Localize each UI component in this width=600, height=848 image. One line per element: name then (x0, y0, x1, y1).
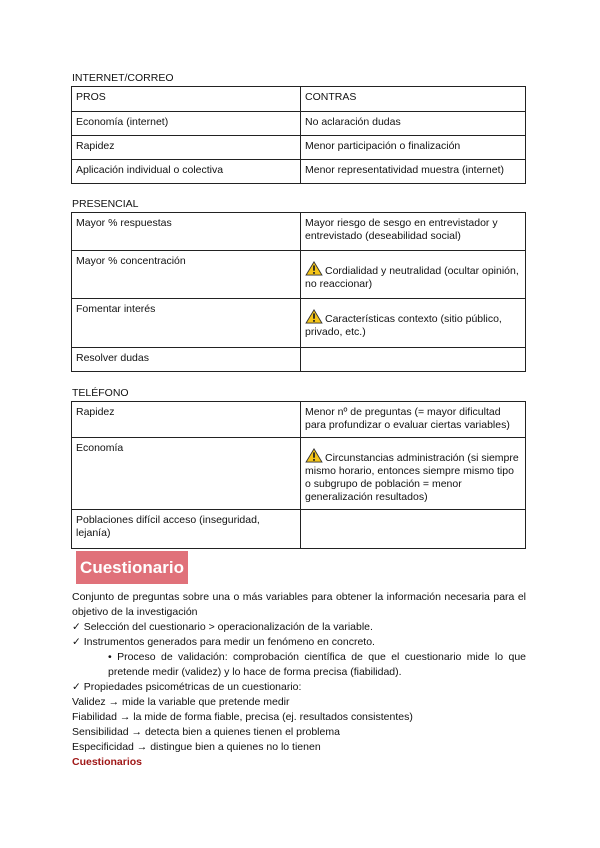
warning-icon (305, 309, 323, 324)
contra-cell (301, 438, 526, 510)
section-title-presencial: PRESENCIAL (72, 198, 139, 210)
contra-cell: Mayor riesgo de sesgo en entrevistador y entrevistado (deseabilidad social) (301, 213, 526, 251)
presencial-table (71, 212, 526, 372)
contra-cell: Menor nº de preguntas (= mayor dificultad para profundizar o evaluar ciertas variables) (301, 402, 526, 438)
telefono-table (71, 401, 526, 549)
contra-text: Circunstancias administración (si siempre mismo horario, entonces siempre mismo tipo o subgrupo de población = menor generalización resultados) (305, 452, 519, 503)
pro-cell: Mayor % respuestas (72, 213, 301, 251)
contra-cell: No aclaración dudas (301, 112, 526, 136)
section-title-telefono: TELÉFONO (72, 387, 129, 399)
cuestionarios-subheading: Cuestionarios (72, 756, 143, 768)
pro-cell: Resolver dudas (72, 348, 301, 372)
cuestionario-heading: Cuestionario (76, 551, 188, 584)
list-item: Validez → mide la variable que pretende medir (72, 696, 290, 708)
pro-cell: Fomentar interés (72, 299, 301, 348)
empty-cell (301, 510, 526, 549)
pro-cell: Poblaciones difícil acceso (inseguridad, lejanía) (72, 510, 301, 549)
warning-icon (305, 261, 323, 276)
list-item: Fiabilidad → la mide de forma fiable, precisa (ej. resultados consistentes) (72, 711, 413, 723)
pro-cell: Rapidez (72, 402, 301, 438)
warning-icon (305, 448, 323, 463)
contra-cell (301, 251, 526, 299)
header-contras: CONTRAS (301, 87, 526, 112)
list-item: • Proceso de validación: comprobación científica de que el cuestionario mide lo que pretende medir (validez) y lo hace de forma precisa (fiabilidad). (108, 651, 526, 678)
pro-cell: Rapidez (72, 136, 301, 160)
internet-table (71, 86, 526, 184)
list-item: ✓ Instrumentos generados para medir un fenómeno en concreto. (72, 636, 375, 648)
contra-cell (301, 299, 526, 348)
list-item: Especificidad → distingue bien a quienes no lo tienen (72, 741, 321, 753)
header-pros: PROS (72, 87, 301, 112)
pro-cell: Economía (internet) (72, 112, 301, 136)
pro-cell: Economía (72, 438, 301, 510)
empty-cell (301, 348, 526, 372)
pro-cell: Mayor % concentración (72, 251, 301, 299)
contra-cell: Menor representatividad muestra (internet) (301, 160, 526, 184)
list-item: ✓ Selección del cuestionario > operacionalización de la variable. (72, 621, 373, 633)
contra-cell: Menor participación o finalización (301, 136, 526, 160)
pro-cell: Aplicación individual o colectiva (72, 160, 301, 184)
contra-text: Cordialidad y neutralidad (ocultar opinión, no reaccionar) (305, 265, 519, 290)
cuestionario-body (72, 590, 526, 770)
contra-text: Características contexto (sitio público, privado, etc.) (305, 313, 502, 338)
list-item: ✓ Propiedades psicométricas de un cuestionario: (72, 681, 302, 693)
intro-text: Conjunto de preguntas sobre una o más variables para obtener la información necesaria para el objetivo de la investigación (72, 591, 526, 618)
section-title-internet: INTERNET/CORREO (72, 72, 174, 84)
list-item: Sensibilidad → detecta bien a quienes tienen el problema (72, 726, 340, 738)
